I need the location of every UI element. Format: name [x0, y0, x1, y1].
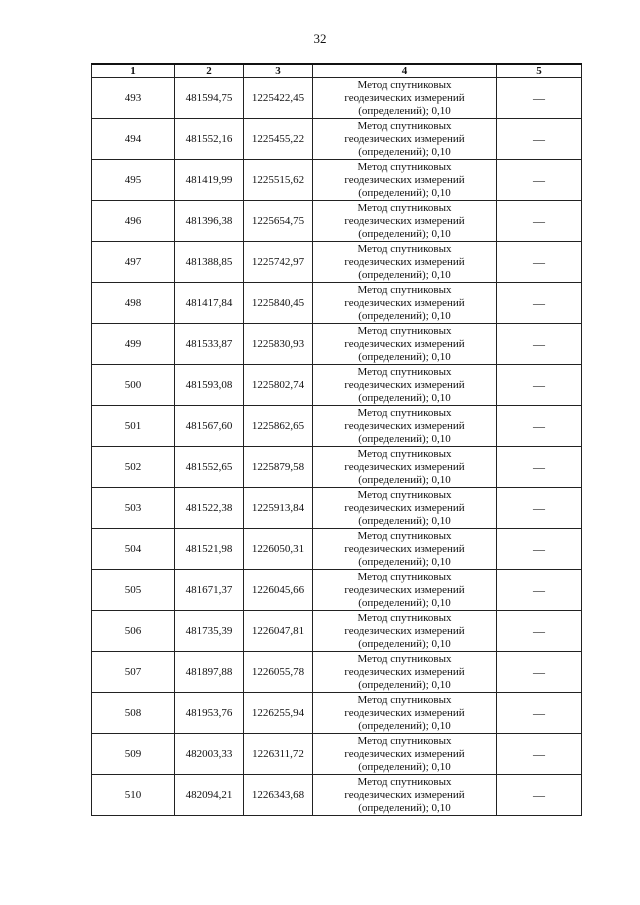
method-line: (определений); 0,10: [358, 801, 451, 814]
method-line: геодезических измерений: [344, 624, 465, 637]
header-col-3: 3: [244, 64, 313, 78]
table-row: [92, 242, 582, 283]
method-line: Метод спутниковых: [357, 652, 452, 665]
note-cell: —: [497, 324, 582, 365]
method-line: (определений); 0,10: [358, 514, 451, 527]
method-line: геодезических измерений: [344, 706, 465, 719]
coordinate-x-cell: 481594,75: [175, 78, 244, 119]
point-number-cell: 507: [92, 652, 175, 693]
table-row: [92, 529, 582, 570]
method-line: Метод спутниковых: [357, 734, 452, 747]
coordinate-x-cell: 481735,39: [175, 611, 244, 652]
method-cell: [313, 324, 497, 365]
coordinate-y-cell: 1226255,94: [244, 693, 313, 734]
method-line: Метод спутниковых: [357, 775, 452, 788]
method-cell: [313, 201, 497, 242]
method-line: геодезических измерений: [344, 296, 465, 309]
table-row: [92, 201, 582, 242]
method-line: (определений); 0,10: [358, 186, 451, 199]
point-number-cell: 501: [92, 406, 175, 447]
point-number-cell: 500: [92, 365, 175, 406]
method-line: Метод спутниковых: [357, 119, 452, 132]
method-line: Метод спутниковых: [357, 160, 452, 173]
note-cell: —: [497, 119, 582, 160]
coordinate-x-cell: 481521,98: [175, 529, 244, 570]
method-cell: [313, 406, 497, 447]
coordinate-y-cell: 1225515,62: [244, 160, 313, 201]
coordinate-y-cell: 1226343,68: [244, 775, 313, 816]
note-cell: —: [497, 775, 582, 816]
coordinate-y-cell: 1225422,45: [244, 78, 313, 119]
method-line: Метод спутниковых: [357, 201, 452, 214]
method-line: геодезических измерений: [344, 747, 465, 760]
note-cell: —: [497, 529, 582, 570]
coordinate-x-cell: 481897,88: [175, 652, 244, 693]
point-number-cell: 508: [92, 693, 175, 734]
coordinate-x-cell: 481522,38: [175, 488, 244, 529]
point-number-cell: 505: [92, 570, 175, 611]
note-cell: —: [497, 160, 582, 201]
method-cell: [313, 693, 497, 734]
table-row: [92, 406, 582, 447]
coordinate-x-cell: 481567,60: [175, 406, 244, 447]
coordinate-x-cell: 481417,84: [175, 283, 244, 324]
point-number-cell: 493: [92, 78, 175, 119]
coordinate-y-cell: 1226055,78: [244, 652, 313, 693]
method-line: геодезических измерений: [344, 173, 465, 186]
coordinates-table: [91, 63, 582, 816]
method-line: геодезических измерений: [344, 501, 465, 514]
note-cell: —: [497, 283, 582, 324]
point-number-cell: 497: [92, 242, 175, 283]
method-line: Метод спутниковых: [357, 242, 452, 255]
method-line: (определений); 0,10: [358, 719, 451, 732]
point-number-cell: 510: [92, 775, 175, 816]
method-line: геодезических измерений: [344, 91, 465, 104]
method-line: геодезических измерений: [344, 337, 465, 350]
point-number-cell: 498: [92, 283, 175, 324]
method-cell: [313, 652, 497, 693]
coordinate-y-cell: 1226047,81: [244, 611, 313, 652]
coordinate-y-cell: 1226050,31: [244, 529, 313, 570]
table-row: [92, 447, 582, 488]
method-line: геодезических измерений: [344, 378, 465, 391]
method-line: Метод спутниковых: [357, 406, 452, 419]
header-col-4: 4: [313, 64, 497, 78]
coordinate-y-cell: 1225879,58: [244, 447, 313, 488]
table-body: [92, 78, 582, 816]
table-header: [92, 64, 582, 78]
coordinate-x-cell: 481552,16: [175, 119, 244, 160]
header-col-5: 5: [497, 64, 582, 78]
method-cell: [313, 529, 497, 570]
note-cell: —: [497, 611, 582, 652]
method-line: (определений); 0,10: [358, 227, 451, 240]
coordinate-y-cell: 1225862,65: [244, 406, 313, 447]
method-line: Метод спутниковых: [357, 611, 452, 624]
point-number-cell: 494: [92, 119, 175, 160]
method-cell: [313, 775, 497, 816]
method-cell: [313, 242, 497, 283]
method-cell: [313, 447, 497, 488]
note-cell: —: [497, 365, 582, 406]
method-line: (определений); 0,10: [358, 268, 451, 281]
table-row: [92, 734, 582, 775]
table-row: [92, 119, 582, 160]
table-row: [92, 775, 582, 816]
point-number-cell: 499: [92, 324, 175, 365]
coordinate-x-cell: 482094,21: [175, 775, 244, 816]
note-cell: —: [497, 201, 582, 242]
method-cell: [313, 611, 497, 652]
table-row: [92, 283, 582, 324]
coordinate-x-cell: 481419,99: [175, 160, 244, 201]
point-number-cell: 502: [92, 447, 175, 488]
coordinate-y-cell: 1225802,74: [244, 365, 313, 406]
coordinate-y-cell: 1225654,75: [244, 201, 313, 242]
header-col-2: 2: [175, 64, 244, 78]
method-cell: [313, 78, 497, 119]
method-line: (определений); 0,10: [358, 350, 451, 363]
method-line: геодезических измерений: [344, 214, 465, 227]
coordinate-y-cell: 1225830,93: [244, 324, 313, 365]
method-line: геодезических измерений: [344, 419, 465, 432]
note-cell: —: [497, 693, 582, 734]
note-cell: —: [497, 652, 582, 693]
coordinate-x-cell: 481396,38: [175, 201, 244, 242]
table-row: [92, 570, 582, 611]
header-row: [92, 64, 582, 78]
table-row: [92, 611, 582, 652]
header-col-1: 1: [92, 64, 175, 78]
coordinate-y-cell: 1226045,66: [244, 570, 313, 611]
coordinate-y-cell: 1225840,45: [244, 283, 313, 324]
method-line: геодезических измерений: [344, 460, 465, 473]
point-number-cell: 496: [92, 201, 175, 242]
method-line: (определений); 0,10: [358, 432, 451, 445]
method-cell: [313, 283, 497, 324]
coordinate-x-cell: 481953,76: [175, 693, 244, 734]
method-line: (определений); 0,10: [358, 596, 451, 609]
note-cell: —: [497, 570, 582, 611]
method-line: (определений); 0,10: [358, 309, 451, 322]
note-cell: —: [497, 488, 582, 529]
method-line: Метод спутниковых: [357, 529, 452, 542]
coordinate-y-cell: 1225455,22: [244, 119, 313, 160]
method-line: (определений); 0,10: [358, 145, 451, 158]
method-line: Метод спутниковых: [357, 283, 452, 296]
method-line: геодезических измерений: [344, 583, 465, 596]
note-cell: —: [497, 406, 582, 447]
method-line: Метод спутниковых: [357, 447, 452, 460]
point-number-cell: 504: [92, 529, 175, 570]
method-line: (определений); 0,10: [358, 760, 451, 773]
method-line: Метод спутниковых: [357, 488, 452, 501]
coordinate-x-cell: 482003,33: [175, 734, 244, 775]
table-row: [92, 324, 582, 365]
table-row: [92, 693, 582, 734]
method-line: Метод спутниковых: [357, 324, 452, 337]
coordinate-x-cell: 481671,37: [175, 570, 244, 611]
method-line: геодезических измерений: [344, 255, 465, 268]
point-number-cell: 503: [92, 488, 175, 529]
table-row: [92, 78, 582, 119]
method-line: (определений); 0,10: [358, 555, 451, 568]
point-number-cell: 495: [92, 160, 175, 201]
method-line: Метод спутниковых: [357, 693, 452, 706]
point-number-cell: 506: [92, 611, 175, 652]
method-cell: [313, 365, 497, 406]
table-row: [92, 365, 582, 406]
method-line: (определений); 0,10: [358, 473, 451, 486]
note-cell: —: [497, 242, 582, 283]
coordinate-y-cell: 1226311,72: [244, 734, 313, 775]
method-line: (определений); 0,10: [358, 391, 451, 404]
note-cell: —: [497, 447, 582, 488]
note-cell: —: [497, 734, 582, 775]
coordinate-y-cell: 1225742,97: [244, 242, 313, 283]
method-cell: [313, 488, 497, 529]
table-row: [92, 652, 582, 693]
method-line: (определений); 0,10: [358, 637, 451, 650]
method-cell: [313, 119, 497, 160]
coordinate-x-cell: 481388,85: [175, 242, 244, 283]
method-line: геодезических измерений: [344, 132, 465, 145]
coordinate-y-cell: 1225913,84: [244, 488, 313, 529]
table-row: [92, 160, 582, 201]
method-line: геодезических измерений: [344, 788, 465, 801]
method-line: Метод спутниковых: [357, 78, 452, 91]
method-line: (определений); 0,10: [358, 678, 451, 691]
coordinate-x-cell: 481593,08: [175, 365, 244, 406]
method-line: геодезических измерений: [344, 542, 465, 555]
method-cell: [313, 160, 497, 201]
method-line: геодезических измерений: [344, 665, 465, 678]
method-line: (определений); 0,10: [358, 104, 451, 117]
method-cell: [313, 734, 497, 775]
note-cell: —: [497, 78, 582, 119]
table-row: [92, 488, 582, 529]
method-line: Метод спутниковых: [357, 365, 452, 378]
point-number-cell: 509: [92, 734, 175, 775]
method-cell: [313, 570, 497, 611]
method-line: Метод спутниковых: [357, 570, 452, 583]
page-number: 32: [313, 31, 327, 46]
coordinate-x-cell: 481533,87: [175, 324, 244, 365]
coordinate-x-cell: 481552,65: [175, 447, 244, 488]
